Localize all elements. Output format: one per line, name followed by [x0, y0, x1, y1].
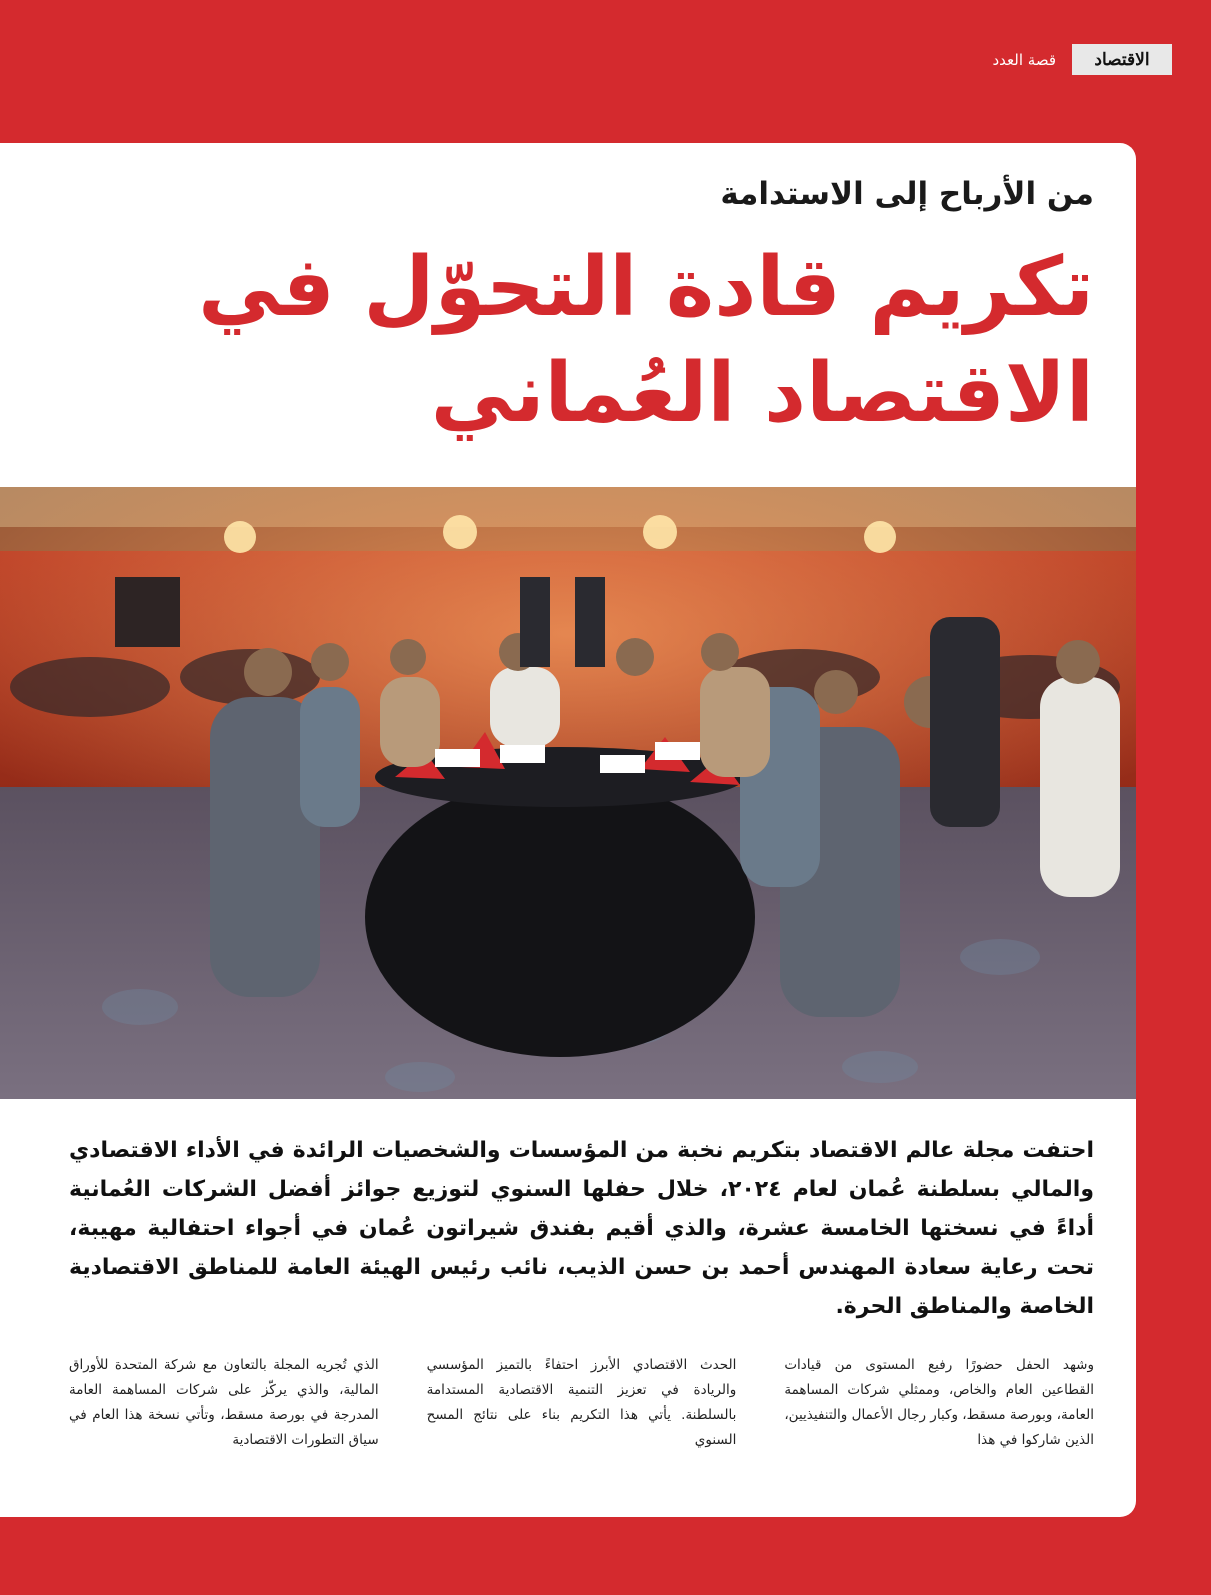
place-card	[435, 749, 480, 767]
brand-logo: الاقتصاد	[1070, 44, 1172, 75]
article-kicker: من الأرباح إلى الاستدامة	[720, 176, 1094, 212]
place-card	[500, 745, 545, 763]
section-header	[876, 44, 1172, 75]
article-lead: احتفت مجلة عالم الاقتصاد بتكريم نخبة من المؤسسات والشخصيات الرائدة في الأداء الاقتصادي والمالي بسلطنة عُمان لعام ٢٠٢٤، خلال حفلها السنوي لتوزيع جوائز أفضل الشركات العُمانية أداءً في نسختها الخامسة عشرة، والذي أقيم بفندق شيراتون عُمان في أجواء احتفالية مهيبة، تحت رعاية سعادة المهندس أحمد بن حسن الذيب، نائب رئيس الهيئة العامة للمناطق الاقتصادية الخاصة والمناطق الحرة.	[69, 1138, 1095, 1319]
place-card	[655, 742, 700, 760]
page-footer-bar	[0, 1517, 1211, 1595]
place-card	[600, 755, 645, 773]
body-column-1: وشهد الحفل حضورًا رفيع المستوى من قيادات القطاعين العام والخاص، وممثلي شركات المساهمة العامة، وبورصة مسقط، وكبار رجال الأعمال والتنفيذيين، الذين شاركوا في هذا	[784, 1357, 1094, 1448]
body-column-3: الذي تُجريه المجلة بالتعاون مع شركة المتحدة للأوراق المالية، والذي يركّز على شركات المساهمة العامة المدرجة في بورصة مسقط، وتأتي نسخة هذا العام في سياق التطورات الاقتصادية	[68, 1357, 379, 1448]
headline-line-2: الاقتصاد العُماني	[430, 346, 1094, 441]
section-label: قصة العدد	[876, 44, 1070, 75]
body-columns	[69, 1353, 1094, 1503]
article-card	[0, 143, 1136, 1517]
body-column-2: الحدث الاقتصادي الأبرز احتفاءً بالتميز المؤسسي والريادة في تعزيز التنمية الاقتصادية المستدامة بالسلطنة. يأتي هذا التكريم بناء على نتائج المسح السنوي	[426, 1357, 737, 1448]
article-headline	[134, 235, 1094, 447]
headline-line-1: تكريم قادة التحوّل في	[198, 240, 1094, 335]
event-photo	[0, 487, 1136, 1099]
